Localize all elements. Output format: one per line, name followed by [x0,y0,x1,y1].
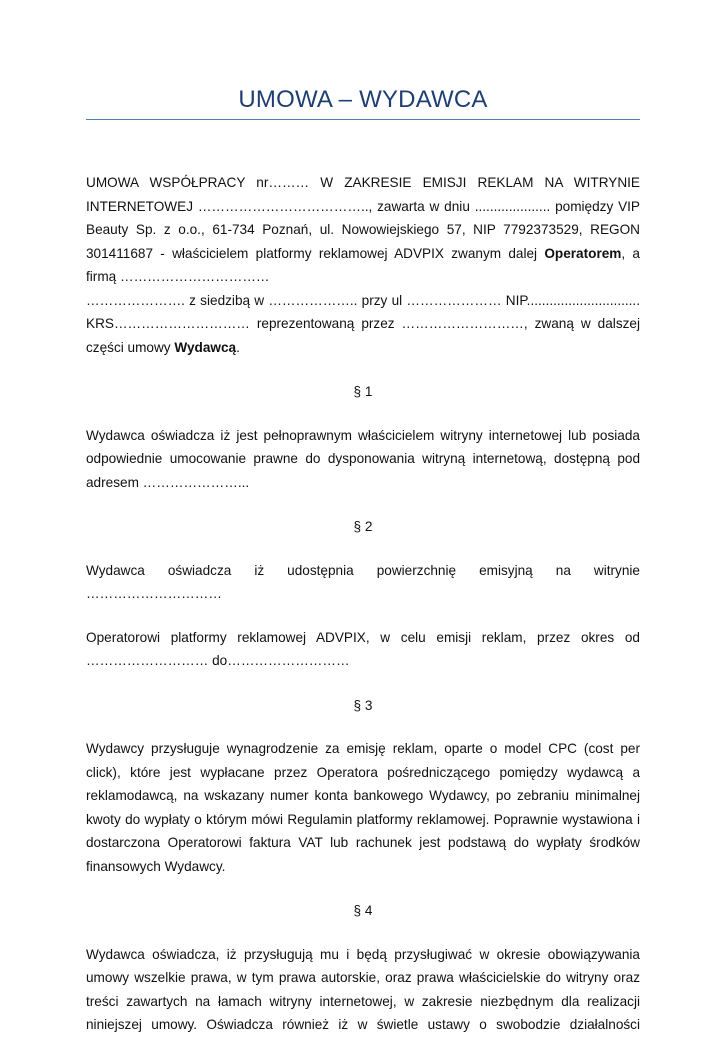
intro-line-2: …………………. z siedzibą w ……………….. przy ul ………………… NIP.............................. [86,292,640,308]
section-2-paragraph-1: Wydawca oświadcza iż udostępnia powierzchnię emisyjną na witrynie ………………………… [86,562,640,601]
intro-paragraph [86,171,640,289]
section-2-heading: § 2 [353,519,373,534]
section-2-paragraph-2: Operatorowi platformy reklamowej ADVPIX, w celu emisji reklam, przez okres od ……………………… do……………………… [86,629,640,668]
intro-paragraph-end [86,312,640,359]
section-1-paragraph: Wydawca oświadcza iż jest pełnoprawnym właścicielem witryny internetowej lub posiada odpowiednie umocowanie prawne do dysponowania witryną internetową, dostępną pod adresem …………………... [86,427,640,490]
section-3-heading: § 3 [353,697,373,713]
intro-text-4: . [236,339,240,355]
section-1-heading: § 1 [353,384,373,399]
section-4-heading: § 4 [353,903,373,918]
intro-text-3: KRS………………………… reprezentowaną przez ………………………, zwaną w dalszej części umowy [86,316,640,355]
document-title: UMOWA – WYDAWCA [238,86,488,113]
document-body [86,171,640,1037]
intro-text-1: UMOWA WSPÓŁPRACY nr……… W ZAKRESIE EMISJI REKLAM NA WITRYNIE INTERNETOWEJ ……………………………….., zawarta w dniu .................... pomiędzy VIP Beauty Sp. z o.o., 61-734 Poznań, ul. Nowowiejskiego 57, NIP 7792373529, REGON 301411687 - właścicielem platformy reklamowej ADVPIX zwanym dalej [86,175,640,261]
section-4-paragraph: Wydawca oświadcza, iż przysługują mu i będą przysługiwać w okresie obowiązywania umowy wszelkie prawa, w tym prawa autorskie, oraz prawa właścicielskie do witryny oraz treści zawartych na łamach witryny internetowej, w zakresie niezbędnym dla realizacji niniejszej umowy. Oświadcza również iż w świetle ustawy o swobodzie działalności [86,946,640,1032]
title-underline [86,119,640,120]
section-3-paragraph: Wydawcy przysługuje wynagrodzenie za emisję reklam, oparte o model CPC (cost per click), które jest wypłacane przez Operatora pośredniczącego pomiędzy wydawcą a reklamodawcą, na wskazany numer konta bankowego Wydawcy, po zebraniu minimalnej kwoty do wypłaty o którym mówi Regulamin platformy reklamowej. Poprawnie wystawiona i dostarczona Operatorowi faktura VAT lub rachunek jest podstawą do wypłaty środków finansowych Wydawcy. [86,741,640,874]
intro-text-2: , a firmą …………………………… [86,245,640,284]
publisher-term: Wydawcą [174,339,237,355]
operator-term: Operatorem [544,245,622,261]
